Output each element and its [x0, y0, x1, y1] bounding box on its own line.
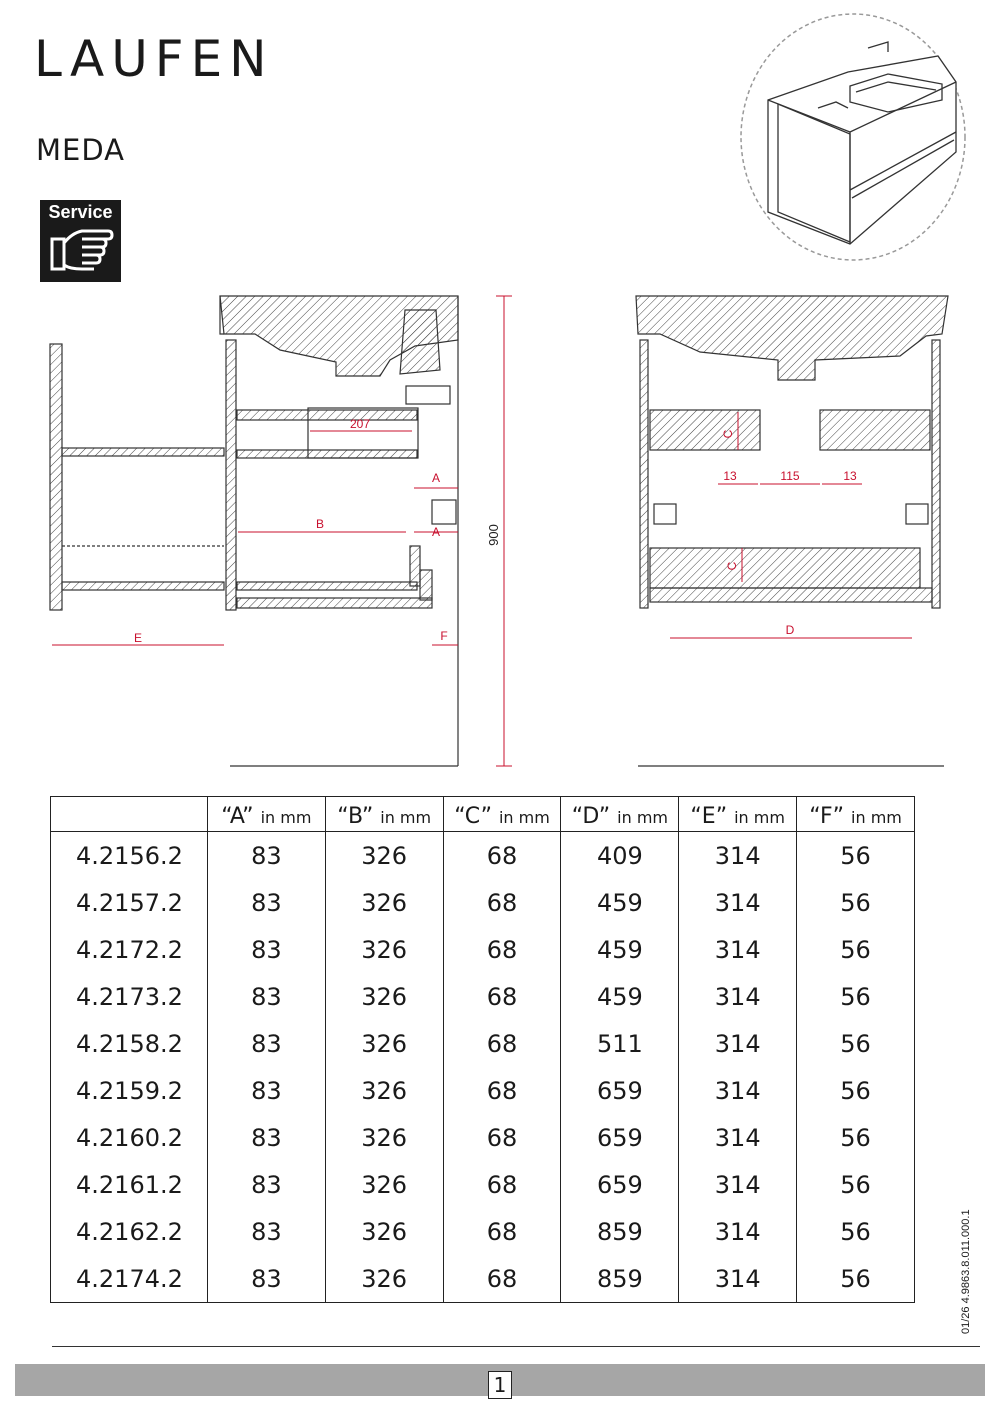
service-label: Service: [48, 202, 113, 222]
isometric-view: [738, 12, 968, 264]
header-article: [51, 797, 208, 832]
table-header-row: [51, 797, 915, 832]
header-e: “E” in mm: [679, 797, 797, 832]
dim-d: D: [785, 623, 795, 637]
inner-width-label: 207: [349, 417, 371, 431]
model-name: MEDA: [36, 133, 126, 167]
service-badge: [40, 200, 121, 282]
front-section-drawing: [630, 290, 950, 780]
footer-divider: [52, 1346, 980, 1347]
table-row: 4.2162.2 83 326 68 859 314 56: [51, 1208, 915, 1255]
header-c: “C” in mm: [443, 797, 561, 832]
dim-a-bottom: A: [431, 525, 441, 539]
pointing-hand-icon: [48, 225, 114, 277]
table-row: 4.2156.2 83 326 68 409 314 56: [51, 832, 915, 880]
table-row: 4.2160.2 83 326 68 659 314 56: [51, 1114, 915, 1161]
dim-13-right: 13: [843, 469, 857, 483]
dim-a-top: A: [431, 471, 441, 485]
header-a: “A” in mm: [207, 797, 325, 832]
table-row: 4.2172.2 83 326 68 459 314 56: [51, 926, 915, 973]
dimensions-table: [50, 796, 915, 1303]
table-row: 4.2158.2 83 326 68 511 314 56: [51, 1020, 915, 1067]
table-row: 4.2173.2 83 326 68 459 314 56: [51, 973, 915, 1020]
dim-115: 115: [780, 469, 800, 483]
page-number: 1: [488, 1371, 512, 1399]
header-b: “B” in mm: [325, 797, 443, 832]
table-row: 4.2161.2 83 326 68 659 314 56: [51, 1161, 915, 1208]
brand-logo: LAUFEN: [34, 30, 274, 88]
dim-c-lower: C: [725, 561, 739, 571]
table-row: 4.2157.2 83 326 68 459 314 56: [51, 879, 915, 926]
dim-c-upper: C: [721, 429, 735, 439]
height-label: 900: [486, 524, 501, 546]
document-reference: 01/26 4.9863.8.011.000.1: [960, 1209, 972, 1334]
side-section-drawing: [40, 290, 520, 780]
dim-e: E: [133, 631, 143, 645]
dim-13-left: 13: [723, 469, 737, 483]
table-row: 4.2159.2 83 326 68 659 314 56: [51, 1067, 915, 1114]
header-d: “D” in mm: [561, 797, 679, 832]
header-f: “F” in mm: [797, 797, 915, 832]
table-row: 4.2174.2 83 326 68 859 314 56: [51, 1255, 915, 1303]
dim-f: F: [440, 629, 448, 643]
dim-b: B: [315, 517, 325, 531]
